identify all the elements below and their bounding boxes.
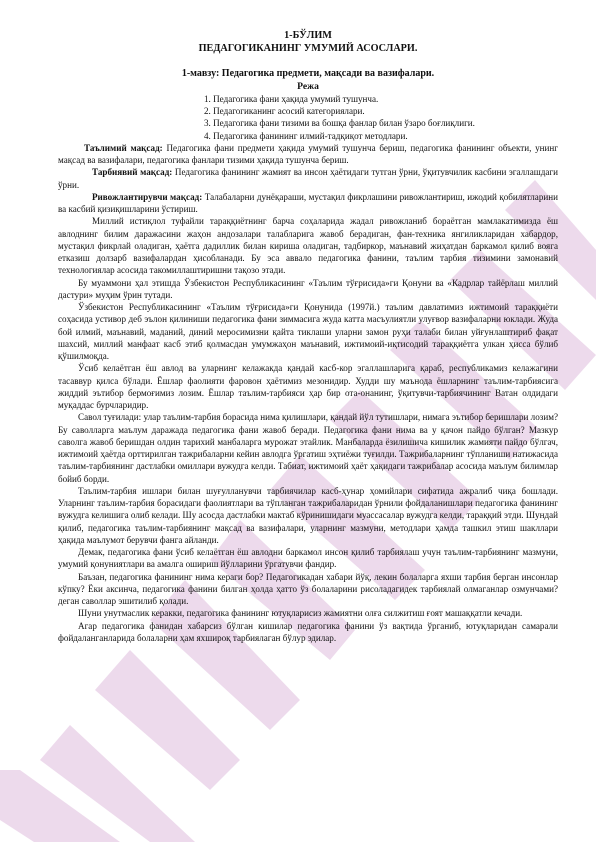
educational-goal-text: Педагогика фани предмети ҳақида умумий тушунча бериш, педагогика фанининг объекти, унинг мақсад ва вазифалари, педагогика фанлари тизими ҳақида тушунча бериш. [58,142,559,165]
body-paragraph: Бу муаммони ҳал этишда Ўзбекистон Республикасининг «Таълим тўғрисида»ги Қонуни ва «Кадрлар тайёрлаш миллий дастури» муҳим ўрин тутади. [58,277,558,300]
body-paragraph: Шуни унутмаслик керакки, педагогика фанининг ютуқларисиз жамиятни олға силжитиш ғоят машаққатли кечади. [78,608,523,619]
topic-heading: 1-мавзу: Педагогика предмети, мақсади ва вазифалари. [181,68,435,79]
body-paragraph: Ўсиб келаётган ёш авлод ва уларнинг келажакда қандай касб-кор эгаллашларига қараб, республикамиз келажагини тасаввур қилса бўлади. Ёшлар фаолияти фаровон ҳаётимиз мезонидир. Худди шу маънода ёшларнинг таълим-тарбиясига жиддий эътибор бермоғимиз лозим. Ёшлар таълим-тарбияси ҳар бир ота-онанинг, ўқитувчи-тарбиячининг Ватан олдидаги муқаддас бурчларидир. [58,363,558,410]
upbringing-goal [58,166,558,191]
plan-item: 3. Педагогика фани тизими ва бошқа фанлар билан ўзаро боғлиқлиги. [204,118,475,129]
educational-goal-label: Таълимий мақсад: [84,142,163,153]
upbringing-goal-label: Тарбиявий мақсад: [92,167,173,178]
part-title: ПЕДАГОГИКАНИНГ УМУМИЙ АСОСЛАРИ. [198,42,418,54]
body-paragraph: Миллий истиқлол туфайли тараққиётнинг барча соҳаларида жадал ривожланиб бораётган мамлакатимизда ёш авлоднинг билим даражасини жаҳон андозалари талабларига жавоб берадиган, фан-техника янгиликларидан хабардор, мустақил фикрлай оладиган, ҳаётга дадиллик билан кириша оладиган, тадбиркор, маънавий жиҳатдан баркамол қилиб вояга етказиш долзарб вазифалардан ҳисобланади. Бу эса аввало педагогика фанини, таълим тарбия тизимини замонавий технологиялар асосида такомиллаштиришни тақозо этади. [58,216,558,276]
body-paragraph: Баъзан, педагогика фанининг нима кераги бор? Педагогикадан хабари йўқ, лекин болаларга яхши тарбия берган инсонлар кўпку? Ёки аксинча, педагогика фанини билган ҳолда ҳатто ўз болаларини рисоладагидек тарбиялай олмаганлар озмунчами? деган саволлар эшитилиб қолади. [58,571,558,606]
developmental-goal [58,191,558,216]
document-page [58,30,558,644]
educational-goal [58,142,558,167]
developmental-goal-label: Ривожлантирувчи мақсад: [92,191,203,202]
plan-heading: Режа [297,80,319,92]
developmental-goal-text: Талабаларни дунёқараши, мустақил фикрлашини ривожлантириш, ижодий қобилятларини ва касбий қизиқишларини ўстириш. [58,191,558,214]
body-paragraph: Таълим-тарбия ишлари билан шуғулланувчи тарбиячилар касб-ҳунар ҳомийлари сифатида ажралиб чиқа бошлади. Уларнинг таълим-тарбия борасидаги фаолиятлари ва тўпланган тажрибаларидан ўрнили фойдаланишлари педагогика фанининг вужудга келишига олиб келади. Шу асосда дастлабки мактаб кўринишидаги муассасалар вужудга келди, тараққий этди. Шундай қилиб, педагогика таълим-тарбиянинг мақсад ва вазифалари, уларнинг мазмуни, методлари ҳамда ташкил этиш шакллари ҳақида маълумот берувчи фанга айланди. [58,485,558,545]
body-paragraph: Демак, педагогика фани ўсиб келаётган ёш авлодни баркамол инсон қилиб тарбиялаш учун таълим-тарбиянинг мазмуни, умумий қонуниятлари ва амалга ошириш йўлларини ўргатувчи фандир. [58,547,558,570]
plan-item: 4. Педагогика фанининг илмий-тадқиқот методлари. [204,130,408,141]
chapter-heading: 1-БЎЛИМ [284,30,332,41]
plan-list [58,93,558,142]
plan-item: 2. Педагогиканинг асосий категориялари. [204,106,365,116]
body-paragraph: Агар педагогика фанидан хабарсиз бўлган кишилар педагогика фанини ўз вақтида ўрганиб, ютуқларидан самарали фойдаланганларида болаларни ҳам яхшироқ тарбиялаган бўлур эдилар. [58,620,558,643]
upbringing-goal-text: Педагогика фанининг жамият ва инсон ҳаётидаги тутган ўрни, ўқитувчилик касбини эгаллашдаги ўрни. [58,167,558,190]
body-paragraph: Ўзбекистон Республикасининг «Таълим тўғрисида»ги Қонунида (1997й.) таълим давлатимиз ижтимоий тараққиёти соҳасида устивор деб эълон қилиниши педагогика фани зиммасига жуда катта масъулиятли улуғвор вазифаларни юклади. Жуда бой илмий, маънавий, маданий, диний меросимизни қайта тиклаши уларни замон руҳи талаби билан уйғунлаштириб фақат шахсий, миллий манфаат касб этиб қолмасдан умумжаҳон маънавий, ижтимоий-иқтисодий тараққиётга улкан ҳисса бўлиб қўшилмоқда. [58,302,558,361]
body-paragraph: Савол туғилади: улар таълим-тарбия борасида нима қилишлари, қандай йўл тутишлари, нимага эътибор беришлари лозим? Бу саволларга маълум даражада педагогика фани жавоб беради. Педагогика фани нима ва у қачон пайдо бўлган? Мазкур саволга жавоб беришдан олдин тарихий манбаларга мурожат этайлик. Манбаларда ёзилишича кишилик жамияти пайдо бўлгач, ижтимоий ҳаётда орттирилган тажрибаларни кейин авлодга ўргатиш эҳтиёжи туғилди. Тажрибаларнинг тўпланиши натижасида таълим-тарбиянинг дастлабки омиллари вужудга келди. Табиат, ижтимоий ҳаёт ҳақидаги тажрибалар асосида маълум билимлар бойиб борди. [58,412,558,484]
plan-item: 1. Педагогика фани ҳақида умумий тушунча. [204,93,379,104]
